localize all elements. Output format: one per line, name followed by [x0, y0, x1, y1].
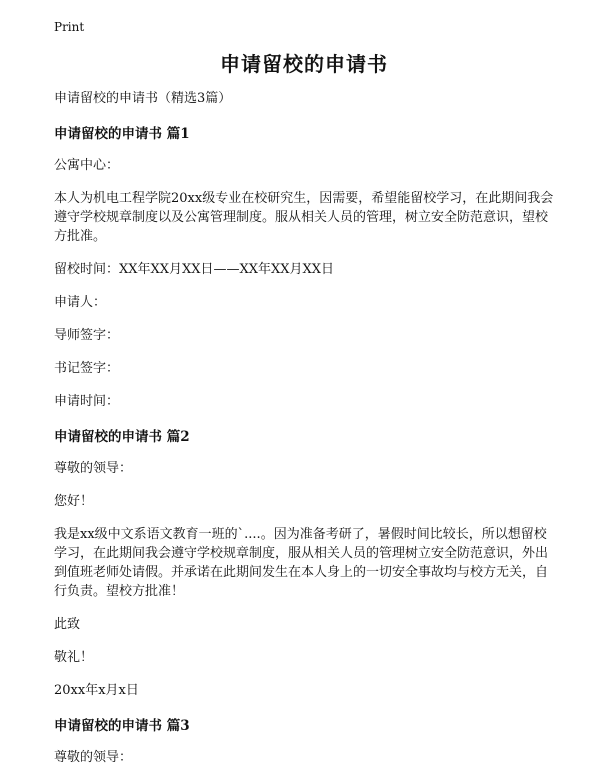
secretary-signature-line: 书记签字： [54, 361, 120, 376]
section-heading: 申请留校的申请书 篇1 [54, 126, 190, 142]
closing-line: 此致 [54, 617, 81, 632]
applicant-line: 申请人： [54, 295, 107, 310]
body-paragraph: 本人为机电工程学院20xx级专业在校研究生，因需要，希望能留校学习，在此期间我会遵守学校规章制度以及公寓管理制度。服从相关人员的管理，树立安全防范意识，望校方批准。 [54, 191, 554, 244]
document-subtitle: 申请留校的申请书（精选3篇） [54, 91, 232, 106]
body-paragraph: 我是xx级中文系语文教育一班的`....。因为准备考研了，暑假时间比较长，所以想留校学习，在此期间我会遵守学校规章制度，服从相关人员的管理树立安全防范意识，外出到值班老师处请假。并承诺在此期间发生在本人身上的一切安全事故均与校方无关，自行负责。望校方批准！ [54, 527, 549, 599]
salutation: 公寓中心： [54, 158, 120, 173]
stay-period-line: 留校时间：XX年XX月XX日——XX年XX月XX日 [54, 262, 335, 277]
application-date-line: 申请时间： [54, 394, 120, 409]
salutation: 尊敬的领导： [54, 750, 133, 765]
section-heading: 申请留校的申请书 篇3 [54, 718, 190, 734]
document-body [54, 48, 554, 781]
greeting: 您好！ [54, 494, 94, 509]
section-heading: 申请留校的申请书 篇2 [54, 429, 190, 445]
print-link[interactable]: Print [54, 20, 85, 34]
closing-salute: 敬礼！ [54, 650, 94, 665]
date-line: 20xx年x月x日 [54, 683, 139, 698]
advisor-signature-line: 导师签字： [54, 328, 120, 343]
document-title: 申请留校的申请书 [220, 52, 388, 76]
salutation: 尊敬的领导： [54, 461, 133, 476]
